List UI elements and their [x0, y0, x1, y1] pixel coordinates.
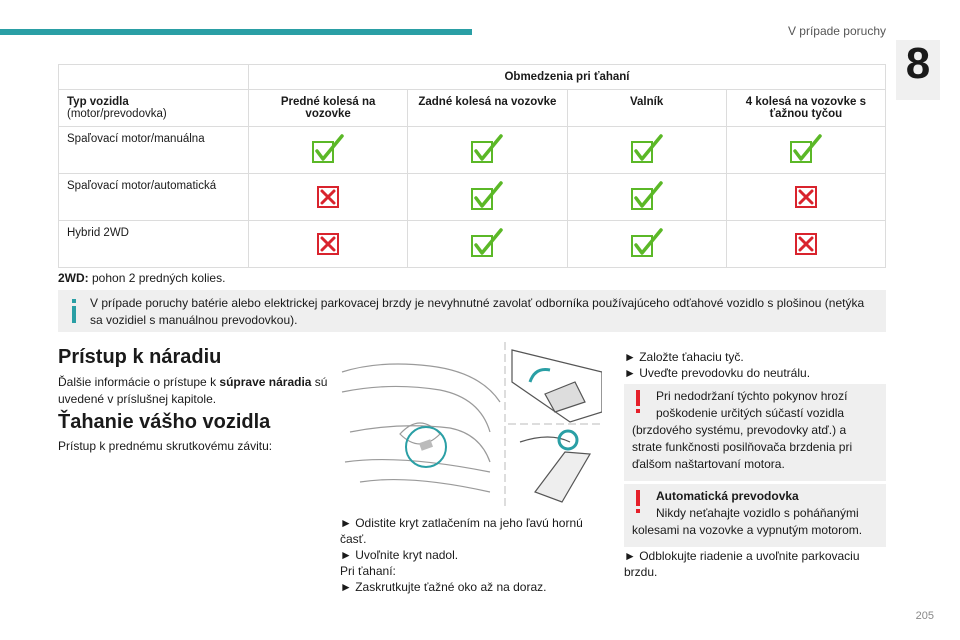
cross-icon [311, 228, 345, 258]
section-heading-tools: Prístup k náradiu [58, 346, 222, 368]
status-cell [249, 221, 408, 268]
table-corner-cell [59, 65, 249, 90]
table-row [59, 174, 886, 221]
check-icon [630, 181, 664, 211]
check-icon [470, 181, 504, 211]
row-label: Hybrid 2WD [59, 221, 249, 268]
column-header: 4 kolesá na vozovke s ťažnou tyčou [726, 90, 885, 127]
note-2wd-term: 2WD: [58, 271, 89, 285]
check-icon [630, 134, 664, 164]
warning-box [624, 384, 886, 481]
row-label: Spaľovací motor/manuálna [59, 127, 249, 174]
status-cell [726, 221, 885, 268]
chapter-title: V prípade poruchy [787, 24, 886, 38]
warning-text-2: kolesami na vozovke a vypnutým motorom. [632, 523, 863, 537]
list-item: ► Zaskrutkujte ťažné oko až na doraz. [340, 580, 547, 594]
section-heading-towing: Ťahanie vášho vozidla [58, 411, 271, 433]
cross-icon [311, 181, 345, 211]
check-icon [311, 134, 345, 164]
column-header: Predné kolesá na vozovke [249, 90, 408, 127]
check-icon [470, 134, 504, 164]
table-row [59, 127, 886, 174]
warning-title: Automatická prevodovka [656, 489, 799, 503]
list-item: Pri ťahaní: [340, 564, 396, 578]
towing-paragraph: Prístup k prednému skrutkovému závitu: [58, 439, 273, 453]
towing-steps-list [340, 515, 602, 595]
status-cell [567, 174, 726, 221]
row-header-cell [59, 90, 249, 127]
list-item: ► Odistite kryt zatlačením na jeho ľavú hornú časť. [340, 516, 583, 546]
column-header: Valník [567, 90, 726, 127]
column-header: Zadné kolesá na vozovke [408, 90, 567, 127]
status-cell [726, 127, 885, 174]
list-item: ► Uveďte prevodovku do neutrálu. [624, 366, 811, 380]
chapter-number: 8 [896, 40, 940, 100]
row-header-subtitle: (motor/prevodovka) [67, 108, 167, 120]
cross-icon [789, 181, 823, 211]
cross-icon [789, 228, 823, 258]
table-group-header: Obmedzenia pri ťahaní [249, 65, 886, 90]
list-item: ► Založte ťahaciu tyč. [624, 350, 744, 364]
info-note-text: V prípade poruchy batérie alebo elektrickej parkovacej brzdy je nevyhnutné zavolať odborníka používajúceho odťahové vozidlo s plošinou (netýka sa vozidiel s manuálnou prevodovkou). [90, 296, 865, 327]
warning-box-automatic [624, 484, 886, 547]
status-cell [567, 127, 726, 174]
status-cell [249, 174, 408, 221]
page-number: 205 [915, 610, 934, 622]
tools-paragraph: Ďalšie informácie o prístupe k súprave náradia sú uvedené v príslušnej kapitole. [58, 375, 328, 406]
info-icon [70, 299, 78, 323]
check-icon [789, 134, 823, 164]
status-cell [726, 174, 885, 221]
warning-text-2: (brzdového systému, prevodovky atď.) a strate funkčnosti posilňovača brzdenia pri ďalšom naštartovaní motora. [632, 423, 853, 471]
towing-steps-right [624, 349, 886, 381]
list-item: ► Odblokujte riadenie a uvoľnite parkovaciu brzdu. [624, 549, 860, 579]
status-cell [408, 221, 567, 268]
check-icon [630, 228, 664, 258]
warning-icon [634, 390, 642, 414]
info-note-box [58, 290, 886, 332]
header-accent-bar [0, 29, 472, 35]
tow-eye-illustration [340, 342, 602, 510]
list-item: ► Uvoľnite kryt nadol. [340, 548, 459, 562]
status-cell [408, 174, 567, 221]
warning-text-1: Pri nedodržaní týchto pokynov hrozí poškodenie určitých súčastí vozidla [656, 389, 848, 420]
status-cell [567, 221, 726, 268]
row-header-title: Typ vozidla [67, 96, 129, 108]
warning-icon [634, 490, 642, 514]
note-2wd [58, 271, 225, 285]
table-row [59, 221, 886, 268]
towing-limits-table [58, 64, 886, 268]
status-cell [249, 127, 408, 174]
row-label: Spaľovací motor/automatická [59, 174, 249, 221]
note-2wd-text: pohon 2 predných kolies. [88, 271, 226, 285]
check-icon [470, 228, 504, 258]
warning-text-1: Nikdy neťahajte vozidlo s poháňanými [656, 506, 859, 520]
status-cell [408, 127, 567, 174]
